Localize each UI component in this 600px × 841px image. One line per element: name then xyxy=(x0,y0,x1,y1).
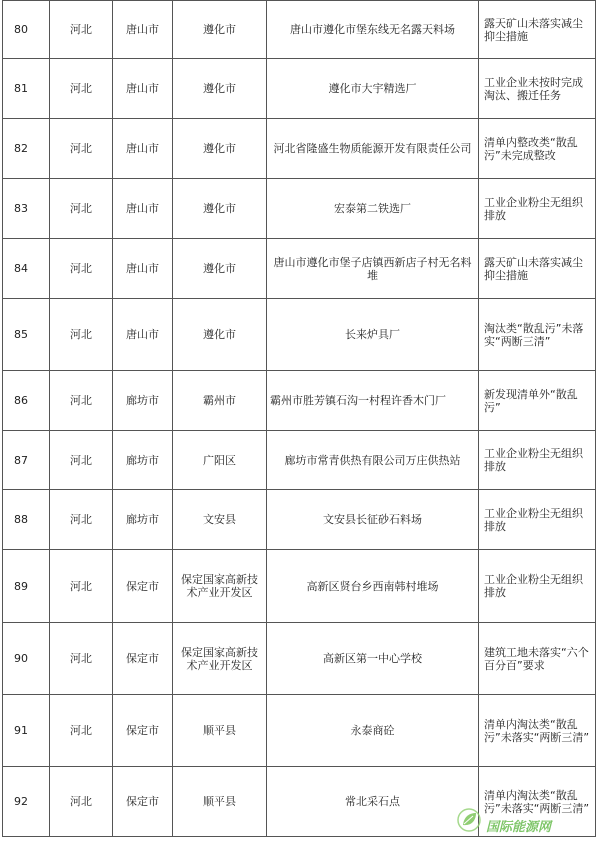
province-cell: 河北 xyxy=(50,59,113,119)
table-row xyxy=(3,490,596,550)
table-row xyxy=(3,431,596,490)
city-cell: 保定市 xyxy=(113,623,173,695)
province-cell: 河北 xyxy=(50,119,113,179)
table-row xyxy=(3,623,596,695)
row-number: 90 xyxy=(3,623,50,695)
enterprise-name-cell: 霸州市胜芳镇石沟一村程许香木门厂 xyxy=(267,371,479,431)
city-cell: 唐山市 xyxy=(113,179,173,239)
county-cell: 遵化市 xyxy=(173,239,267,299)
enterprise-name-cell: 永泰商砼 xyxy=(267,695,479,767)
city-cell: 唐山市 xyxy=(113,1,173,59)
table-row xyxy=(3,239,596,299)
county-cell: 遵化市 xyxy=(173,299,267,371)
table-row xyxy=(3,299,596,371)
enterprise-name-cell: 唐山市遵化市堡子店镇西新店子村无名料堆 xyxy=(267,239,479,299)
county-cell: 霸州市 xyxy=(173,371,267,431)
issue-cell: 清单内淘汰类“散乱污”未落实“两断三清” xyxy=(479,767,596,837)
issue-cell: 淘汰类“散乱污”未落实“两断三清” xyxy=(479,299,596,371)
county-cell: 遵化市 xyxy=(173,1,267,59)
city-cell: 唐山市 xyxy=(113,119,173,179)
table-row xyxy=(3,59,596,119)
province-cell: 河北 xyxy=(50,371,113,431)
table-row xyxy=(3,119,596,179)
table-row xyxy=(3,179,596,239)
province-cell: 河北 xyxy=(50,299,113,371)
province-cell: 河北 xyxy=(50,490,113,550)
table-row xyxy=(3,550,596,623)
row-number: 88 xyxy=(3,490,50,550)
rectification-table xyxy=(2,0,596,837)
watermark-text: 国际能源网 xyxy=(486,820,552,835)
city-cell: 唐山市 xyxy=(113,59,173,119)
watermark xyxy=(454,803,594,837)
city-cell: 廊坊市 xyxy=(113,371,173,431)
issue-cell: 工业企业粉尘无组织排放 xyxy=(479,179,596,239)
enterprise-name-cell: 遵化市大宇精选厂 xyxy=(267,59,479,119)
issue-cell: 清单内淘汰类“散乱污”未落实“两断三清” xyxy=(479,695,596,767)
leaf-logo-icon xyxy=(456,807,482,833)
row-number: 84 xyxy=(3,239,50,299)
table-row xyxy=(3,371,596,431)
county-cell: 文安县 xyxy=(173,490,267,550)
province-cell: 河北 xyxy=(50,431,113,490)
issue-cell: 工业企业粉尘无组织排放 xyxy=(479,490,596,550)
enterprise-name-cell: 长来炉具厂 xyxy=(267,299,479,371)
county-cell: 保定国家高新技术产业开发区 xyxy=(173,550,267,623)
province-cell: 河北 xyxy=(50,1,113,59)
city-cell: 保定市 xyxy=(113,550,173,623)
city-cell: 廊坊市 xyxy=(113,431,173,490)
row-number: 82 xyxy=(3,119,50,179)
province-cell: 河北 xyxy=(50,239,113,299)
province-cell: 河北 xyxy=(50,767,113,837)
row-number: 80 xyxy=(3,1,50,59)
issue-cell: 工业企业粉尘无组织排放 xyxy=(479,431,596,490)
enterprise-name-cell: 廊坊市常青供热有限公司万庄供热站 xyxy=(267,431,479,490)
county-cell: 遵化市 xyxy=(173,119,267,179)
enterprise-name-cell: 文安县长征砂石料场 xyxy=(267,490,479,550)
issue-cell: 工业企业粉尘无组织排放 xyxy=(479,550,596,623)
enterprise-name-cell: 宏泰第二铁选厂 xyxy=(267,179,479,239)
enterprise-name-cell: 河北省隆盛生物质能源开发有限责任公司 xyxy=(267,119,479,179)
table-row xyxy=(3,1,596,59)
city-cell: 保定市 xyxy=(113,695,173,767)
city-cell: 保定市 xyxy=(113,767,173,837)
issue-cell: 新发现清单外“散乱污” xyxy=(479,371,596,431)
row-number: 89 xyxy=(3,550,50,623)
city-cell: 唐山市 xyxy=(113,239,173,299)
county-cell: 遵化市 xyxy=(173,179,267,239)
row-number: 87 xyxy=(3,431,50,490)
county-cell: 顺平县 xyxy=(173,767,267,837)
city-cell: 唐山市 xyxy=(113,299,173,371)
province-cell: 河北 xyxy=(50,623,113,695)
row-number: 92 xyxy=(3,767,50,837)
enterprise-name-cell: 唐山市遵化市堡东线无名露天料场 xyxy=(267,1,479,59)
province-cell: 河北 xyxy=(50,550,113,623)
province-cell: 河北 xyxy=(50,179,113,239)
county-cell: 遵化市 xyxy=(173,59,267,119)
issue-cell: 建筑工地未落实“六个百分百”要求 xyxy=(479,623,596,695)
enterprise-name-cell: 高新区贤台乡西南韩村堆场 xyxy=(267,550,479,623)
county-cell: 顺平县 xyxy=(173,695,267,767)
row-number: 86 xyxy=(3,371,50,431)
county-cell: 保定国家高新技术产业开发区 xyxy=(173,623,267,695)
enterprise-name-cell: 高新区第一中心学校 xyxy=(267,623,479,695)
row-number: 81 xyxy=(3,59,50,119)
issue-cell: 露天矿山未落实减尘抑尘措施 xyxy=(479,239,596,299)
row-number: 91 xyxy=(3,695,50,767)
city-cell: 廊坊市 xyxy=(113,490,173,550)
issue-cell: 工业企业未按时完成淘汰、搬迁任务 xyxy=(479,59,596,119)
issue-cell: 清单内整改类“散乱污”未完成整改 xyxy=(479,119,596,179)
enterprise-name-cell: 常北采石点 xyxy=(267,767,479,837)
province-cell: 河北 xyxy=(50,695,113,767)
row-number: 85 xyxy=(3,299,50,371)
issue-cell: 露天矿山未落实减尘抑尘措施 xyxy=(479,1,596,59)
row-number: 83 xyxy=(3,179,50,239)
county-cell: 广阳区 xyxy=(173,431,267,490)
table-row xyxy=(3,695,596,767)
